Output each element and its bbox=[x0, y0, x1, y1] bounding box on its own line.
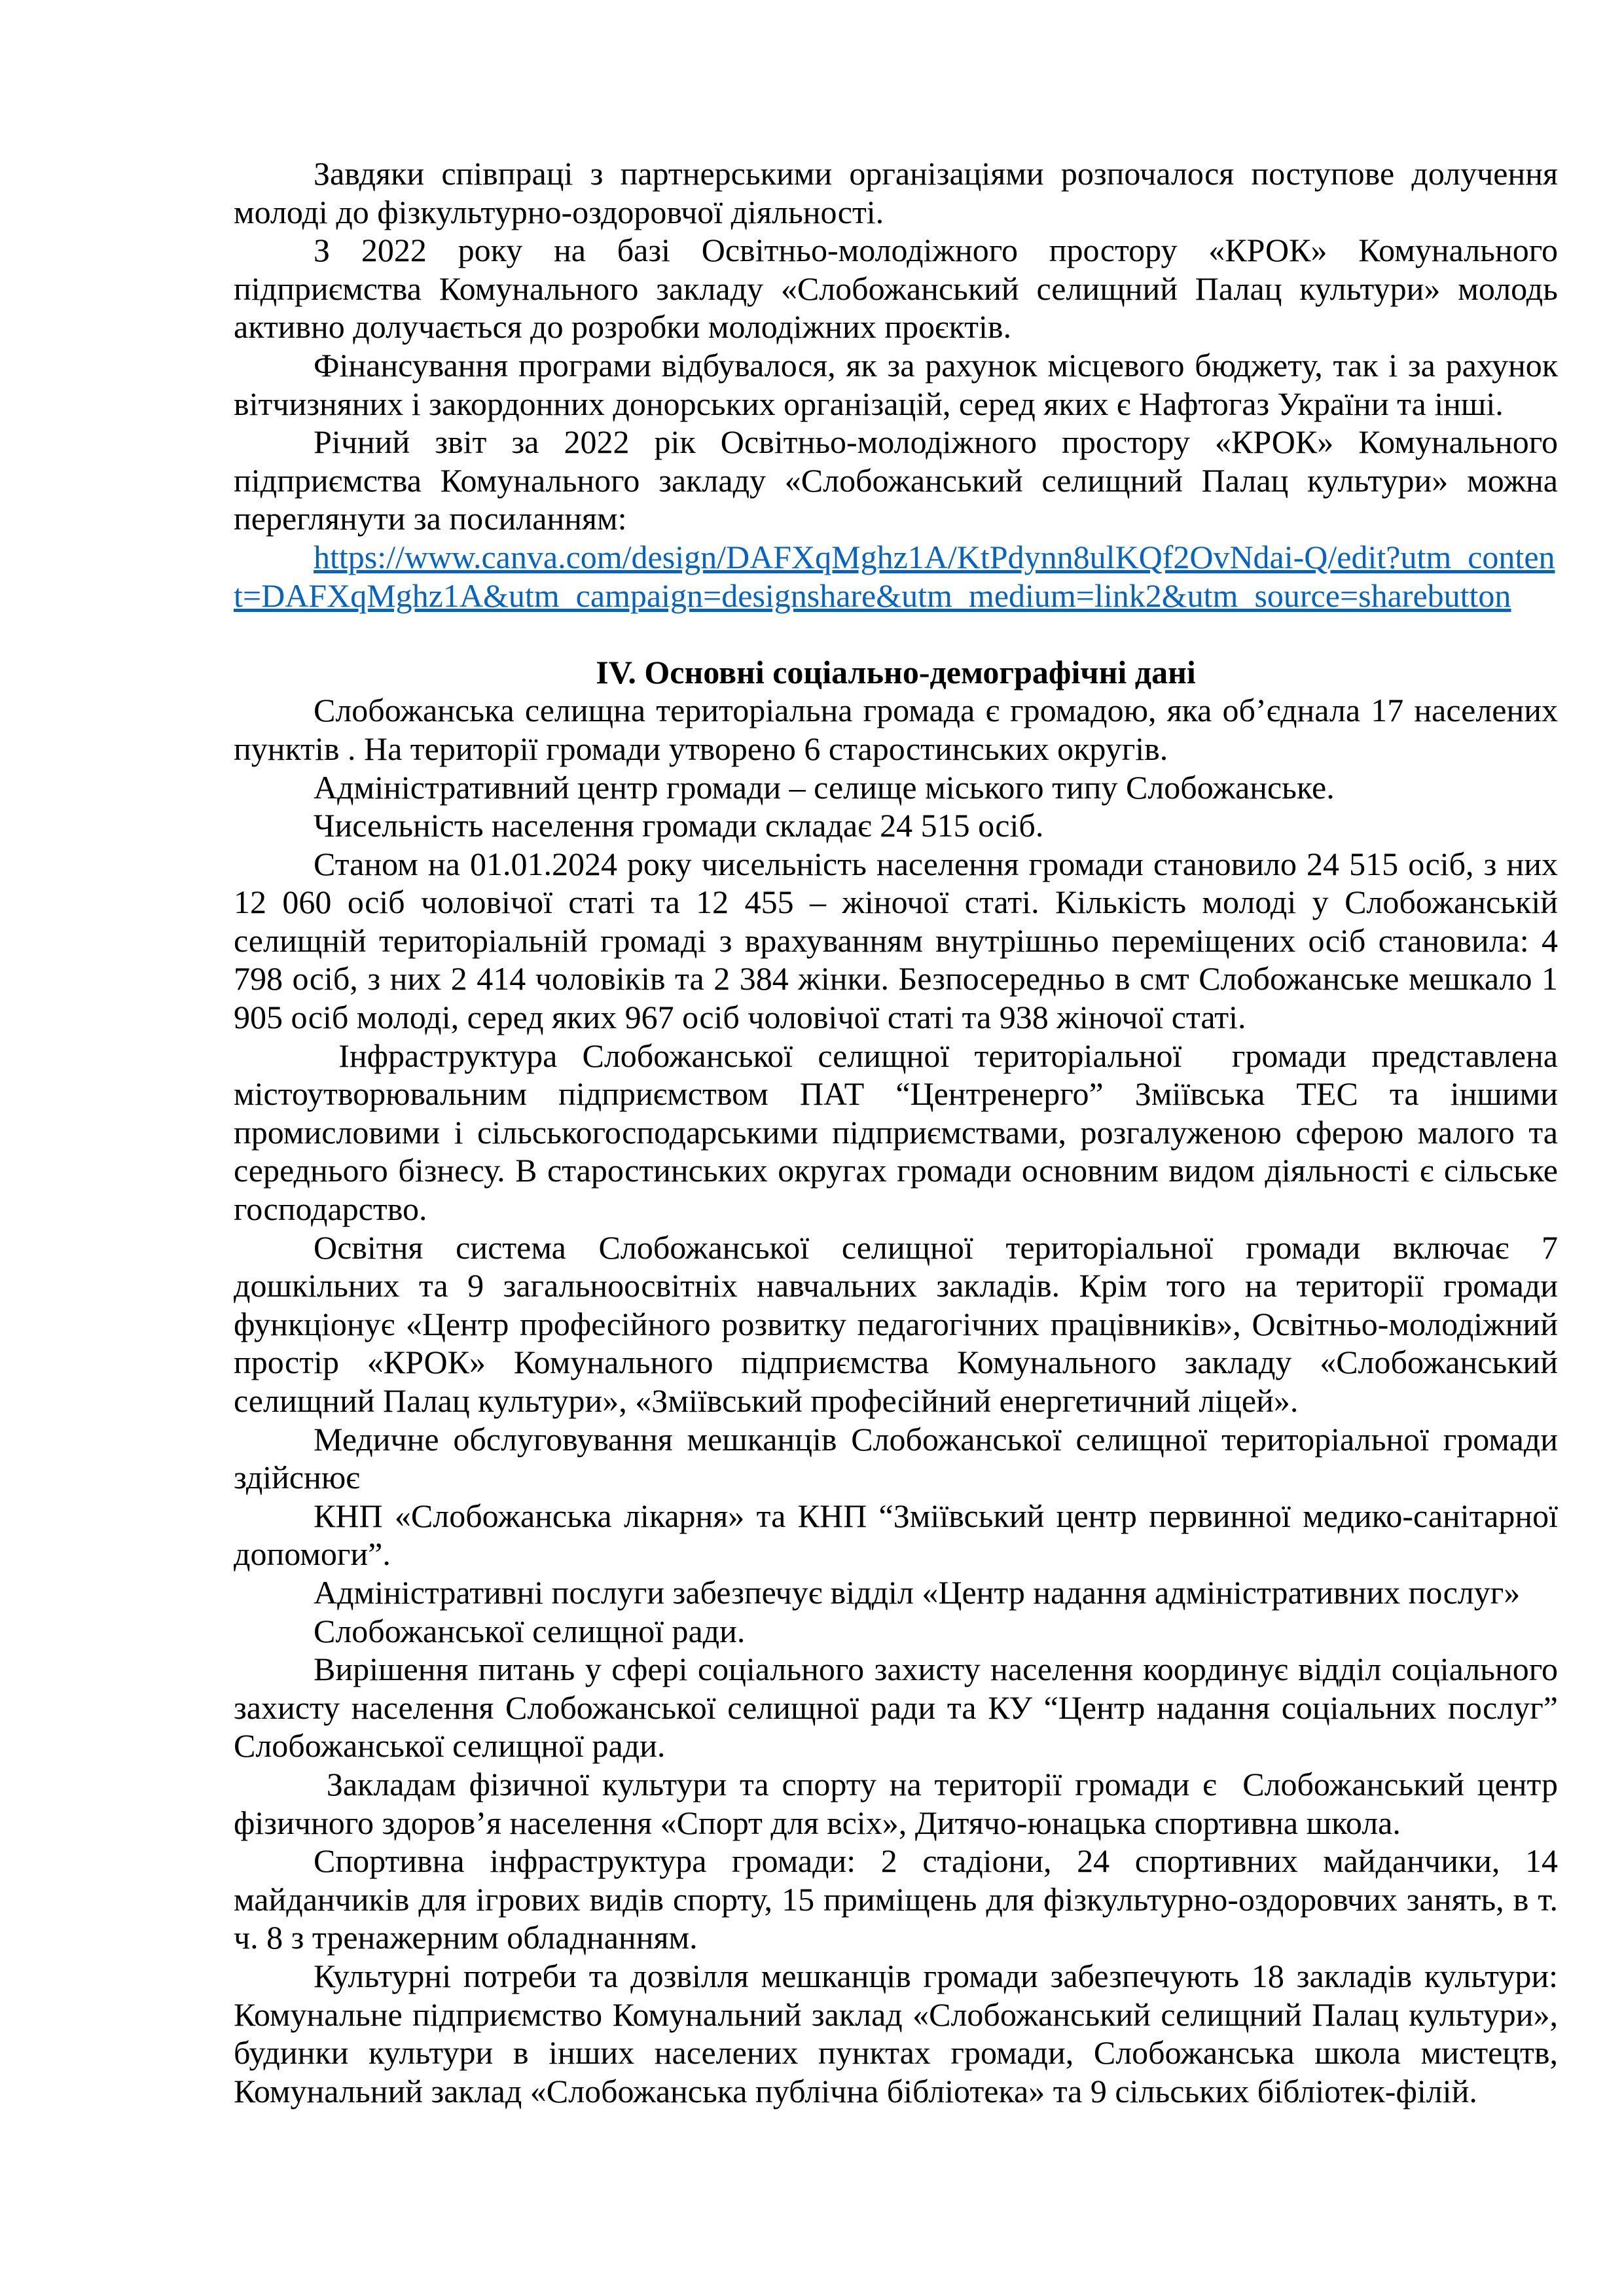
paragraph: Адміністративний центр громади – селище міського типу Слобожанське. bbox=[314, 768, 1335, 806]
paragraph: Слобожанська селищна територіальна громада є громадою, яка об’єднала 17 населених пунктів . На території громади утворено 6 старостинських округів. bbox=[234, 692, 1558, 767]
paragraph: Інфраструктура Слобожанської селищної територіальної громади представлена містоутворювальним підприємством ПАТ “Центренерго” Зміївська ТЕС та іншими промисловими і сільськогосподарськими підприємствами, розгалуженою сферою малого та середнього бізнесу. В старостинських округах громади основним видом діяльності є сільське господарство. bbox=[234, 1037, 1566, 1228]
paragraph: З 2022 року на базі Освітньо-молодіжного простору «КРОК» Комунального підприємства Комунального закладу «Слобожанський селищний Палац культури» молодь активно долучається до розробки молодіжних проєктів. bbox=[234, 232, 1558, 346]
section-heading: IV. Основні соціально-демографічні дані bbox=[596, 653, 1196, 691]
paragraph: Спортивна інфраструктура громади: 2 стадіони, 24 спортивних майданчики, 14 майданчиків для ігрових видів спорту, 15 приміщень для фізкультурно-оздоровчих занять, в т. ч. 8 з тренажерним обладнанням. bbox=[234, 1842, 1558, 1956]
paragraph: Завдяки співпраці з партнерськими організаціями розпочалося поступове долучення молоді до фізкультурно-оздоровчої діяльності. bbox=[234, 155, 1558, 230]
paragraph: Чисельність населення громади складає 24 515 осіб. bbox=[314, 807, 1044, 844]
paragraph: Фінансування програми відбувалося, як за рахунок місцевого бюджету, так і за рахунок вітчизняних і закордонних донорських організацій, серед яких є Нафтогаз України та інші. bbox=[234, 346, 1558, 422]
paragraph: Адміністративні послуги забезпечує відділ «Центр надання адміністративних послуг» bbox=[314, 1573, 1521, 1611]
canva-report-link[interactable]: https://www.canva.com/design/DAFXqMghz1A/KtPdynn8ulKQf2OvNdai-Q/edit?utm_content=DAFXqMghz1A&utm_campaign=designshare&utm_medium=link2&utm_source=sharebutton bbox=[234, 538, 1555, 614]
paragraph: КНП «Слобожанська лікарня» та КНП “Зміївський центр первинної медико-санітарної допомоги”. bbox=[234, 1497, 1558, 1573]
paragraph: Закладам фізичної культури та спорту на території громади є Слобожанський центр фізичного здоров’я населення «Спорт для всіх», Дитячо-юнацька спортивна школа. bbox=[234, 1765, 1566, 1841]
paragraph: Культурні потреби та дозвілля мешканців громади забезпечують 18 закладів культури: Комунальне підприємство Комунальний заклад «Слобожанський селищний Палац культури», будинки культури в інших населених пунктах громади, Слобожанська школа мистецтв, Комунальний заклад «Слобожанська публічна бібліотека» та 9 сільських бібліотек-філій. bbox=[234, 1957, 1558, 2109]
paragraph: Річний звіт за 2022 рік Освітньо-молодіжного простору «КРОК» Комунального підприємства Комунального закладу «Слобожанський селищний Палац культури» можна переглянути за посиланням: bbox=[234, 423, 1558, 537]
paragraph: Освітня система Слобожанської селищної територіальної громади включає 7 дошкільних та 9 загальноосвітніх навчальних закладів. Крім того на території громади функціонує «Центр професійного розвитку педагогічних працівників», Освітньо-молодіжний простір «КРОК» Комунального підприємства Комунального закладу «Слобожанський селищний Палац культури», «Зміївський професійний енергетичний ліцей». bbox=[234, 1229, 1558, 1419]
paragraph: Станом на 01.01.2024 року чисельність населення громади становило 24 515 осіб, з них 12 060 осіб чоловічої статі та 12 455 – жіночої статі. Кількість молоді у Слобожанській селищній територіальній громаді з врахуванням внутрішньо переміщених осіб становила: 4 798 осіб, з них 2 414 чоловіків та 2 384 жінки. Безпосередньо в смт Слобожанське мешкало 1 905 осіб молоді, серед яких 967 осіб чоловічої статі та 938 жіночої статі. bbox=[234, 845, 1558, 1036]
report-link-paragraph bbox=[234, 538, 1558, 615]
document-page bbox=[234, 154, 1566, 2110]
paragraph: Слобожанської селищної ради. bbox=[314, 1612, 746, 1649]
paragraph: Медичне обслуговування мешканців Слобожанської селищної територіальної громади здійснює bbox=[234, 1420, 1558, 1496]
paragraph: Вирішення питань у сфері соціального захисту населення координує відділ соціального захисту населення Слобожанської селищної ради та КУ “Центр надання соціальних послуг” Слобожанської селищної ради. bbox=[234, 1651, 1558, 1765]
